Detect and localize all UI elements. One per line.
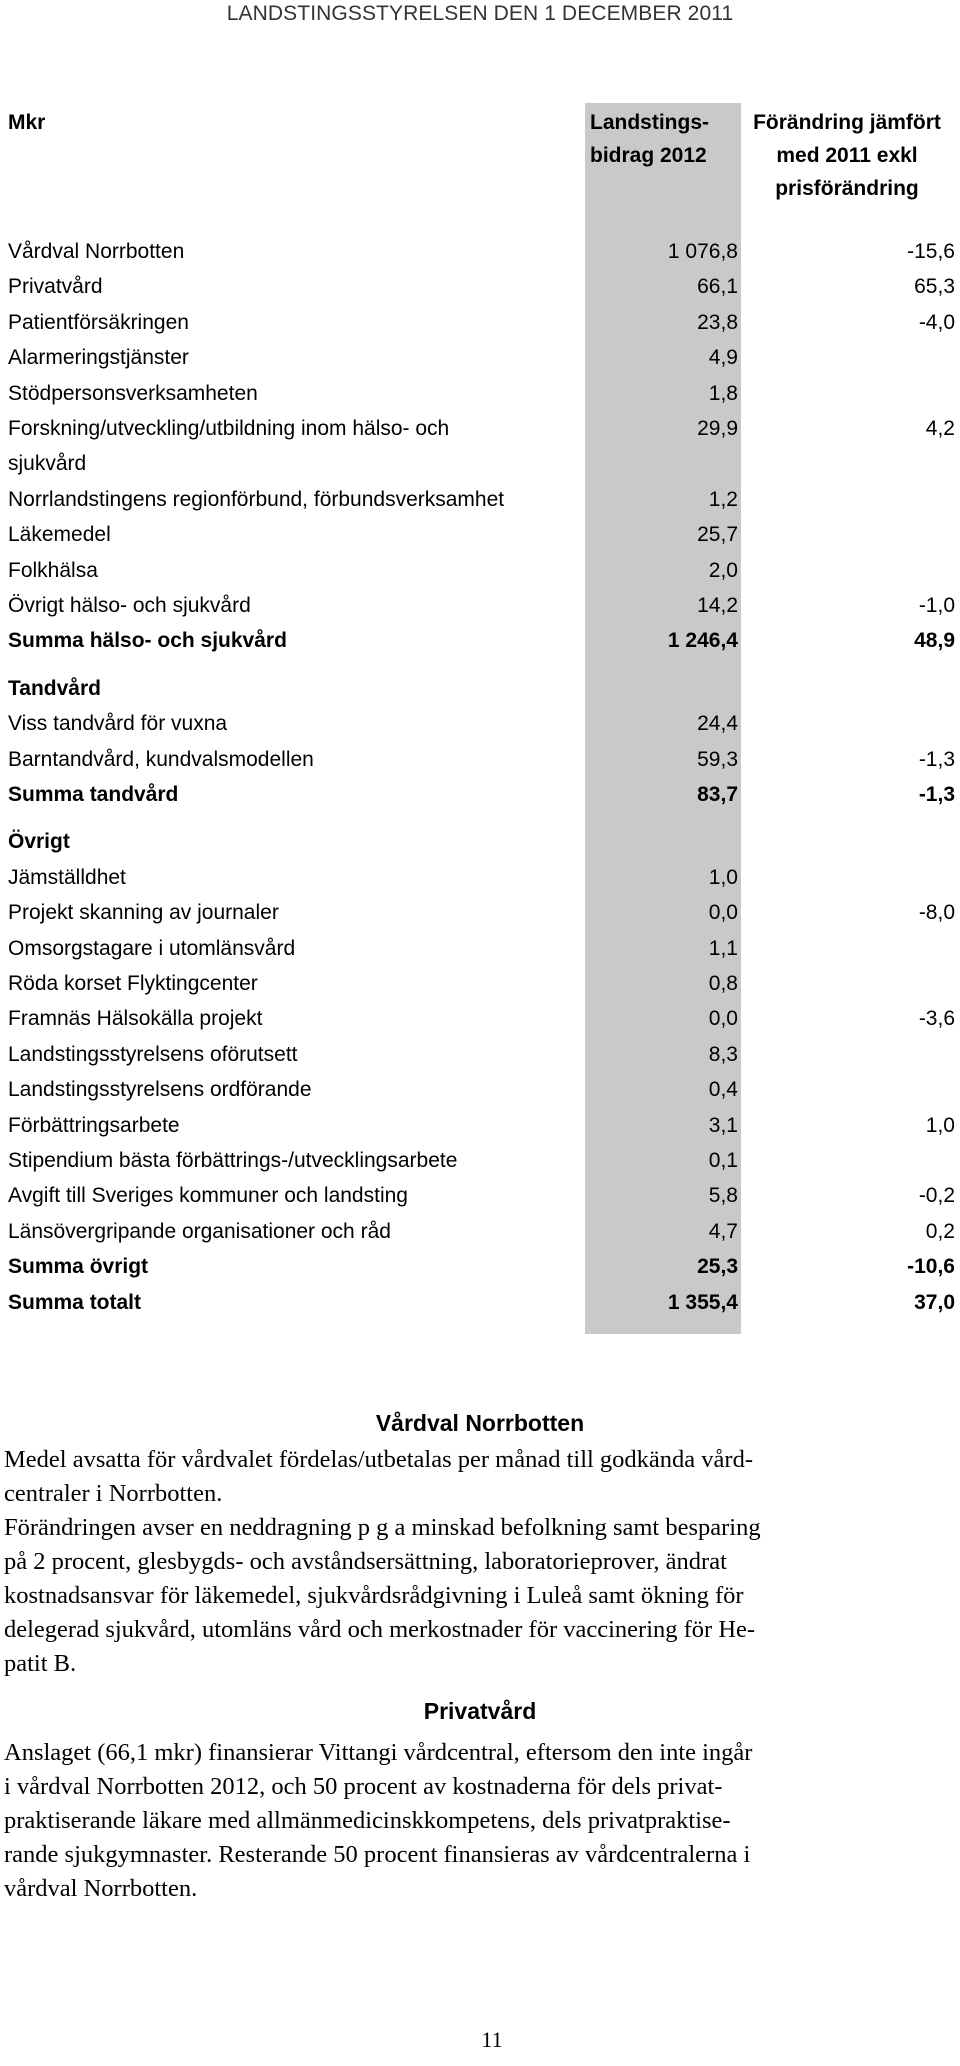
table-row-forandring: -4,0 [918, 311, 955, 334]
table-row-forandring: -1,3 [918, 783, 955, 806]
table-row-landstingsbidrag: 3,1 [708, 1114, 738, 1137]
table-row-label: Övrigt hälso- och sjukvård [8, 594, 251, 617]
table-row-forandring: 4,2 [925, 417, 955, 440]
section-line: Förändringen avser en neddragning p g a minskad befolkning samt besparing [4, 1514, 761, 1541]
table-row-label: Summa hälso- och sjukvård [8, 629, 287, 652]
table-row-label: Stipendium bästa förbättrings-/utvecklingsarbete [8, 1149, 458, 1172]
table-row-landstingsbidrag: 4,7 [708, 1220, 738, 1243]
table-row-label: Läkemedel [8, 523, 111, 546]
table-row-label: Projekt skanning av journaler [8, 901, 279, 924]
table-row-landstingsbidrag: 0,8 [708, 972, 738, 995]
table-row-forandring: 48,9 [914, 629, 955, 652]
table-row-landstingsbidrag: 4,9 [708, 346, 738, 369]
table-row-landstingsbidrag: 1,8 [708, 382, 738, 405]
section-body-vardval [4, 1443, 956, 1681]
section-line: i vårdval Norrbotten 2012, och 50 procent av kostnaderna för dels privat- [4, 1773, 723, 1800]
column-header-forandring-line: Förändring jämfört [753, 111, 941, 134]
column-header-landstingsbidrag [590, 106, 709, 172]
table-row-label: Avgift till Sveriges kommuner och landsting [8, 1184, 408, 1207]
table-row-label: Tandvård [8, 677, 101, 700]
table-row-label: Summa tandvård [8, 783, 179, 806]
table-row-landstingsbidrag: 29,9 [697, 417, 738, 440]
table-row-label: Förbättringsarbete [8, 1114, 180, 1137]
table-row-label: Länsövergripande organisationer och råd [8, 1220, 391, 1243]
table-row-label: Summa totalt [8, 1291, 142, 1314]
table-row-landstingsbidrag: 1 355,4 [667, 1291, 738, 1314]
table-row-label: Landstingsstyrelsens ordförande [8, 1078, 312, 1101]
table-row-label: Patientförsäkringen [8, 311, 189, 334]
table-row-label: Privatvård [8, 275, 103, 298]
table-row-landstingsbidrag: 14,2 [697, 594, 738, 617]
section-body-privatvard [4, 1736, 956, 1906]
table-row-label: Jämställdhet [8, 866, 126, 889]
table-row-forandring: -1,0 [918, 594, 955, 617]
table-row-forandring: -15,6 [907, 240, 955, 263]
section-line: praktiserande läkare med allmänmedicinskkompetens, dels privatpraktise- [4, 1807, 731, 1834]
table-row-forandring: -0,2 [918, 1184, 955, 1207]
table-row-label: Landstingsstyrelsens oförutsett [8, 1043, 298, 1066]
column-header-landstingsbidrag-line: Landstings- [590, 111, 709, 134]
table-row-landstingsbidrag: 1 246,4 [667, 629, 738, 652]
table-row-forandring: -1,3 [918, 748, 955, 771]
table-row-label: Framnäs Hälsokälla projekt [8, 1007, 263, 1030]
table-row-forandring: -10,6 [907, 1255, 955, 1278]
column-header-forandring-line: med 2011 exkl [776, 144, 918, 167]
table-row-landstingsbidrag: 0,0 [708, 901, 738, 924]
table-row-landstingsbidrag: 23,8 [697, 311, 738, 334]
section-line: kostnadsansvar för läkemedel, sjukvårdsrådgivning i Luleå samt ökning för [4, 1582, 744, 1609]
table-row-forandring: 1,0 [925, 1114, 955, 1137]
table-row-label: Summa övrigt [8, 1255, 149, 1278]
table-row-landstingsbidrag: 83,7 [697, 783, 738, 806]
section-line: rande sjukgymnaster. Resterande 50 procent finansieras av vårdcentralerna i [4, 1841, 751, 1868]
table-row-landstingsbidrag: 25,7 [697, 523, 738, 546]
column-header-mkr: Mkr [8, 111, 46, 134]
table-row-forandring: 0,2 [925, 1220, 955, 1243]
section-line: centraler i Norrbotten. [4, 1480, 223, 1507]
table-row-landstingsbidrag: 5,8 [708, 1184, 738, 1207]
column-header-landstingsbidrag-line: bidrag 2012 [590, 144, 707, 167]
section-line: patit B. [4, 1650, 77, 1677]
table-row-label: Övrigt [8, 830, 70, 853]
table-row-landstingsbidrag: 1,0 [708, 866, 738, 889]
table-row-forandring: 37,0 [914, 1291, 955, 1314]
table-row-landstingsbidrag: 0,1 [708, 1149, 738, 1172]
column-header-forandring [742, 106, 952, 205]
table-row-label: Barntandvård, kundvalsmodellen [8, 748, 314, 771]
section-line: delegerad sjukvård, utomläns vård och merkostnader för vaccinering för He- [4, 1616, 756, 1643]
table-row-landstingsbidrag: 1,2 [708, 488, 738, 511]
table-row-landstingsbidrag: 1 076,8 [667, 240, 738, 263]
table-row-forandring: 65,3 [914, 275, 955, 298]
table-row-label: Vårdval Norrbotten [8, 240, 185, 263]
table-row-label: Stödpersonsverksamheten [8, 382, 258, 405]
table-row-label: Alarmeringstjänster [8, 346, 189, 369]
table-row-label: Norrlandstingens regionförbund, förbundsverksamhet [8, 488, 505, 511]
column-header-forandring-line: prisförändring [775, 177, 919, 200]
table-row-forandring: -8,0 [918, 901, 955, 924]
section-line: vårdval Norrbotten. [4, 1875, 198, 1902]
section-line: på 2 procent, glesbygds- och avståndsersättning, laboratorieprover, ändrat [4, 1548, 727, 1575]
table-row-label: sjukvård [8, 452, 87, 475]
table-row-label: Forskning/utveckling/utbildning inom hälso- och [8, 417, 450, 440]
table-row-label: Folkhälsa [8, 559, 98, 582]
table-row-label: Viss tandvård för vuxna [8, 712, 228, 735]
table-row-label: Röda korset Flyktingcenter [8, 972, 258, 995]
page-number: 11 [481, 2027, 503, 2052]
table-row-landstingsbidrag: 25,3 [697, 1255, 738, 1278]
section-heading-vardval: Vårdval Norrbotten [375, 1410, 585, 1436]
table-row-landstingsbidrag: 0,4 [708, 1078, 738, 1101]
table-row-forandring: -3,6 [918, 1007, 955, 1030]
section-line: Anslaget (66,1 mkr) finansierar Vittangi vårdcentral, eftersom den inte ingår [4, 1739, 753, 1766]
table-row-label: Omsorgstagare i utomlänsvård [8, 937, 296, 960]
table-row-landstingsbidrag: 0,0 [708, 1007, 738, 1030]
section-heading-privatvard: Privatvård [423, 1698, 537, 1724]
page-header: LANDSTINGSSTYRELSEN DEN 1 DECEMBER 2011 [226, 2, 734, 25]
table-row-landstingsbidrag: 1,1 [708, 937, 738, 960]
table-row-landstingsbidrag: 66,1 [697, 275, 738, 298]
section-line: Medel avsatta för vårdvalet fördelas/utbetalas per månad till godkända vård- [4, 1446, 753, 1473]
table-row-landstingsbidrag: 24,4 [697, 712, 738, 735]
table-row-landstingsbidrag: 8,3 [708, 1043, 738, 1066]
table-row-landstingsbidrag: 59,3 [697, 748, 738, 771]
table-row-landstingsbidrag: 2,0 [708, 559, 738, 582]
